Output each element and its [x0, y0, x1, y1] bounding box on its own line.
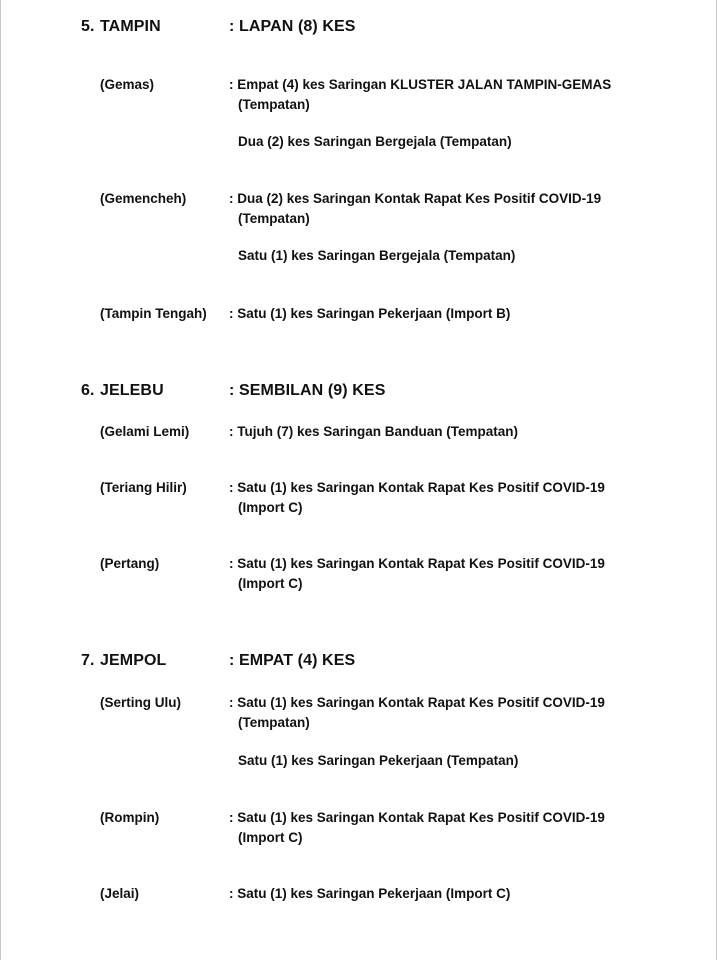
case-detail-line: (Tempatan): [238, 715, 310, 730]
sub-area-name: (Rompin): [100, 810, 160, 825]
case-detail-line: (Import C): [238, 576, 303, 591]
sub-area-name: (Tampin Tengah): [100, 306, 207, 321]
sub-area-name: (Pertang): [100, 556, 160, 571]
sub-area-name: (Gelami Lemi): [100, 424, 190, 439]
section-number: 5.: [81, 18, 95, 35]
sub-area-name: (Teriang Hilir): [100, 480, 187, 495]
case-detail-line: (Tempatan): [238, 211, 310, 226]
sub-area-name: (Gemas): [100, 77, 155, 92]
case-detail-line: : Dua (2) kes Saringan Kontak Rapat Kes Positif COVID-19: [229, 191, 602, 206]
case-detail-line: (Tempatan): [238, 97, 310, 112]
section-district-name: JELEBU: [100, 382, 164, 399]
case-detail-line: Satu (1) kes Saringan Pekerjaan (Tempatan): [238, 753, 519, 768]
case-detail-line: (Import C): [238, 500, 303, 515]
case-detail-line: : Satu (1) kes Saringan Kontak Rapat Kes Positif COVID-19: [229, 695, 605, 710]
section-case-total: : LAPAN (8) KES: [229, 18, 356, 35]
case-detail-line: : Satu (1) kes Saringan Pekerjaan (Import B): [229, 306, 511, 321]
case-detail-line: (Import C): [238, 830, 303, 845]
case-detail-line: Satu (1) kes Saringan Bergejala (Tempatan): [238, 248, 516, 263]
case-detail-line: Dua (2) kes Saringan Bergejala (Tempatan): [238, 134, 512, 149]
case-detail-line: : Satu (1) kes Saringan Kontak Rapat Kes Positif COVID-19: [229, 810, 605, 825]
section-district-name: TAMPIN: [100, 18, 161, 35]
case-detail-line: : Satu (1) kes Saringan Kontak Rapat Kes Positif COVID-19: [229, 480, 605, 495]
case-detail-line: : Tujuh (7) kes Saringan Banduan (Tempatan): [229, 424, 519, 439]
section-district-name: JEMPOL: [100, 652, 167, 669]
sub-area-name: (Gemencheh): [100, 191, 187, 206]
sub-area-name: (Jelai): [100, 886, 140, 901]
section-number: 7.: [81, 652, 95, 669]
case-detail-line: : Satu (1) kes Saringan Pekerjaan (Import C): [229, 886, 511, 901]
case-detail-line: : Empat (4) kes Saringan KLUSTER JALAN TAMPIN-GEMAS: [229, 77, 612, 92]
section-case-total: : EMPAT (4) KES: [229, 652, 356, 669]
section-number: 6.: [81, 382, 95, 399]
sub-area-name: (Serting Ulu): [100, 695, 181, 710]
section-case-total: : SEMBILAN (9) KES: [229, 382, 386, 399]
case-detail-line: : Satu (1) kes Saringan Kontak Rapat Kes Positif COVID-19: [229, 556, 605, 571]
